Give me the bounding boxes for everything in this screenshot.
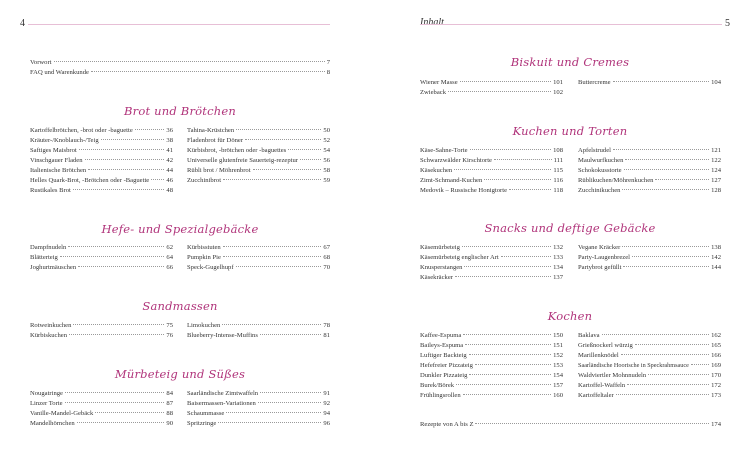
toc-entry[interactable]: Kürbiskuchen 76 [30, 332, 173, 339]
toc-entry[interactable]: Käsemürbeteig 132 [420, 244, 563, 251]
toc-entry[interactable]: Kartoffelbrötchen, -brot oder -baguette 36 [30, 127, 173, 134]
section-heading-sandmassen: Sandmassen [142, 299, 218, 313]
toc-entry[interactable]: Spritzringe 96 [187, 420, 330, 427]
toc-entry[interactable]: Saftiges Maisbrot 41 [30, 147, 173, 154]
toc-entry[interactable]: Käse-Sahne-Torte 108 [420, 147, 563, 154]
toc-entry[interactable]: Kaffee-Espuma 150 [420, 332, 563, 339]
toc-entry[interactable]: Kräuter-/Knoblauch-/Teig 38 [30, 137, 173, 144]
toc-entry[interactable]: Partybrot gefüllt 144 [578, 264, 721, 271]
section-hefe-col1 [30, 243, 173, 273]
section-brot-col2 [187, 126, 330, 186]
section-biskuit-col2 [578, 78, 721, 88]
toc-entry[interactable]: Apfelstrudel 121 [578, 147, 721, 154]
toc-entry[interactable]: Schwarzwälder Kirschtorte 111 [420, 157, 563, 164]
toc-entry[interactable]: Rüblikuchen/Möhrenkuchen 127 [578, 177, 721, 184]
toc-entry[interactable]: Rotweinkuchen 75 [30, 322, 173, 329]
section-heading-kochen: Kochen [547, 309, 593, 323]
toc-entry[interactable]: Vorwort 7 [30, 59, 330, 66]
toc-entry[interactable]: Rübli brot / Möhrenbrot 58 [187, 167, 330, 174]
section-sandmassen-col2 [187, 321, 330, 341]
toc-entry[interactable]: Wiener Masse 101 [420, 79, 563, 86]
toc-entry[interactable]: Zucchinikuchen 128 [578, 187, 721, 194]
page-label: Inhalt [420, 17, 444, 28]
right-page [375, 0, 750, 473]
toc-entry[interactable]: Blätterteig 64 [30, 254, 173, 261]
toc-entry[interactable]: Käsekuchen 115 [420, 167, 563, 174]
footer-list [420, 420, 721, 430]
section-muerbeteig-col1 [30, 389, 173, 429]
toc-entry[interactable]: Knusperstangen 134 [420, 264, 563, 271]
toc-entry[interactable]: Tahina-Krüstchen 50 [187, 127, 330, 134]
toc-entry[interactable]: Party-Laugenbrezel 142 [578, 254, 721, 261]
toc-entry[interactable]: Dampfnudeln 62 [30, 244, 173, 251]
toc-entry[interactable]: Kürbisstuten 67 [187, 244, 330, 251]
toc-entry[interactable]: Zimt-Schmand-Kuchen 116 [420, 177, 563, 184]
section-heading-muerbeteig: Mürbeteig und Süßes [114, 367, 246, 381]
section-heading-brot: Brot und Brötchen [124, 104, 236, 118]
toc-entry[interactable]: Blueberry-Intense-Muffins 81 [187, 332, 330, 339]
toc-entry[interactable]: Schaummasse 94 [187, 410, 330, 417]
section-heading-hefe: Hefe- und Spezialgebäcke [101, 222, 259, 236]
toc-entry[interactable]: Dunkler Pizzateig 154 [420, 372, 563, 379]
toc-entry[interactable]: Hefefreier Pizzateig 153 [420, 362, 563, 369]
section-kochen-col2 [578, 331, 721, 401]
section-hefe-col2 [187, 243, 330, 273]
toc-entry[interactable]: Baileys-Espuma 151 [420, 342, 563, 349]
section-kochen-col1 [420, 331, 563, 401]
toc-entry[interactable]: Baklava 162 [578, 332, 721, 339]
toc-entry[interactable]: Limokuchen 78 [187, 322, 330, 329]
toc-entry[interactable]: Vegane Kräcker 138 [578, 244, 721, 251]
toc-entry[interactable]: Kartoffeltaler 173 [578, 392, 721, 399]
section-brot-col1 [30, 126, 173, 196]
section-muerbeteig-col2 [187, 389, 330, 429]
toc-entry[interactable]: Italienische Brötchen 44 [30, 167, 173, 174]
toc-entry[interactable]: Saarländische Hoorische in Speckrahmsauce 169 [578, 362, 721, 369]
toc-entry[interactable]: Buttercreme 104 [578, 79, 721, 86]
section-heading-snacks: Snacks und deftige Gebäcke [484, 221, 656, 235]
section-heading-kuchen: Kuchen und Torten [512, 124, 628, 138]
toc-entry[interactable]: Grießnockerl würzig 165 [578, 342, 721, 349]
toc-entry[interactable]: Mandelhörnchen 90 [30, 420, 173, 427]
toc-entry[interactable]: Joghurtmäuschen 66 [30, 264, 173, 271]
toc-entry[interactable]: Marillenknödel 166 [578, 352, 721, 359]
header-rule-right [420, 24, 722, 25]
toc-entry[interactable]: Rustikales Brot 48 [30, 187, 173, 194]
toc-entry[interactable]: Saarländische Zimtwaffeln 91 [187, 390, 330, 397]
toc-entry[interactable]: Kartoffel-Waffeln 172 [578, 382, 721, 389]
intro-list [30, 58, 330, 78]
toc-entry[interactable]: Schokokusstorte 124 [578, 167, 721, 174]
header-rule-left [28, 24, 330, 25]
toc-entry[interactable]: Linzer Torte 87 [30, 400, 173, 407]
section-kuchen-col2 [578, 146, 721, 196]
section-kuchen-col1 [420, 146, 563, 196]
toc-entry[interactable]: Käsekräcker 137 [420, 274, 563, 281]
toc-entry[interactable]: Fladenbrot für Döner 52 [187, 137, 330, 144]
page-number-left: 4 [20, 18, 25, 29]
section-heading-biskuit: Biskuit und Cremes [510, 55, 630, 69]
toc-entry[interactable]: Luftiger Backteig 152 [420, 352, 563, 359]
toc-entry[interactable]: Helles Quark-Brot, -Brötchen oder -Baguette 46 [30, 177, 173, 184]
toc-entry[interactable]: Vinschgauer Fladen 42 [30, 157, 173, 164]
toc-entry[interactable]: Baisermassen-Variationen 92 [187, 400, 330, 407]
toc-entry-index[interactable]: Rezepte von A bis Z 174 [420, 421, 721, 428]
page-number-right: 5 [725, 18, 730, 29]
toc-entry[interactable]: Waldviertler Mohnnudeln 170 [578, 372, 721, 379]
toc-entry[interactable]: Käsemürbeteig englischer Art 133 [420, 254, 563, 261]
toc-entry[interactable]: Universelle glutenfreie Sauerteig-rezeptur 56 [187, 157, 330, 164]
toc-entry[interactable]: Kürbisbrot, -brötchen oder -baguettes 54 [187, 147, 330, 154]
toc-entry[interactable]: Frühlingsrollen 160 [420, 392, 563, 399]
toc-entry[interactable]: Nougatringe 84 [30, 390, 173, 397]
toc-entry[interactable]: Vanille-Mandel-Gebäck 88 [30, 410, 173, 417]
toc-entry[interactable]: Medovik – Russische Honigtorte 118 [420, 187, 563, 194]
section-biskuit-col1 [420, 78, 563, 98]
section-snacks-col2 [578, 243, 721, 273]
toc-entry[interactable]: Burek/Börek 157 [420, 382, 563, 389]
toc-entry[interactable]: Maulwurfkuchen 122 [578, 157, 721, 164]
toc-entry[interactable]: Zwieback 102 [420, 89, 563, 96]
toc-entry[interactable]: Speck-Gugelhupf 70 [187, 264, 330, 271]
toc-entry[interactable]: Pumpkin Pie 68 [187, 254, 330, 261]
section-sandmassen-col1 [30, 321, 173, 341]
toc-entry[interactable]: Zucchinibrot 59 [187, 177, 330, 184]
toc-entry[interactable]: FAQ und Warenkunde 8 [30, 69, 330, 76]
section-snacks-col1 [420, 243, 563, 283]
